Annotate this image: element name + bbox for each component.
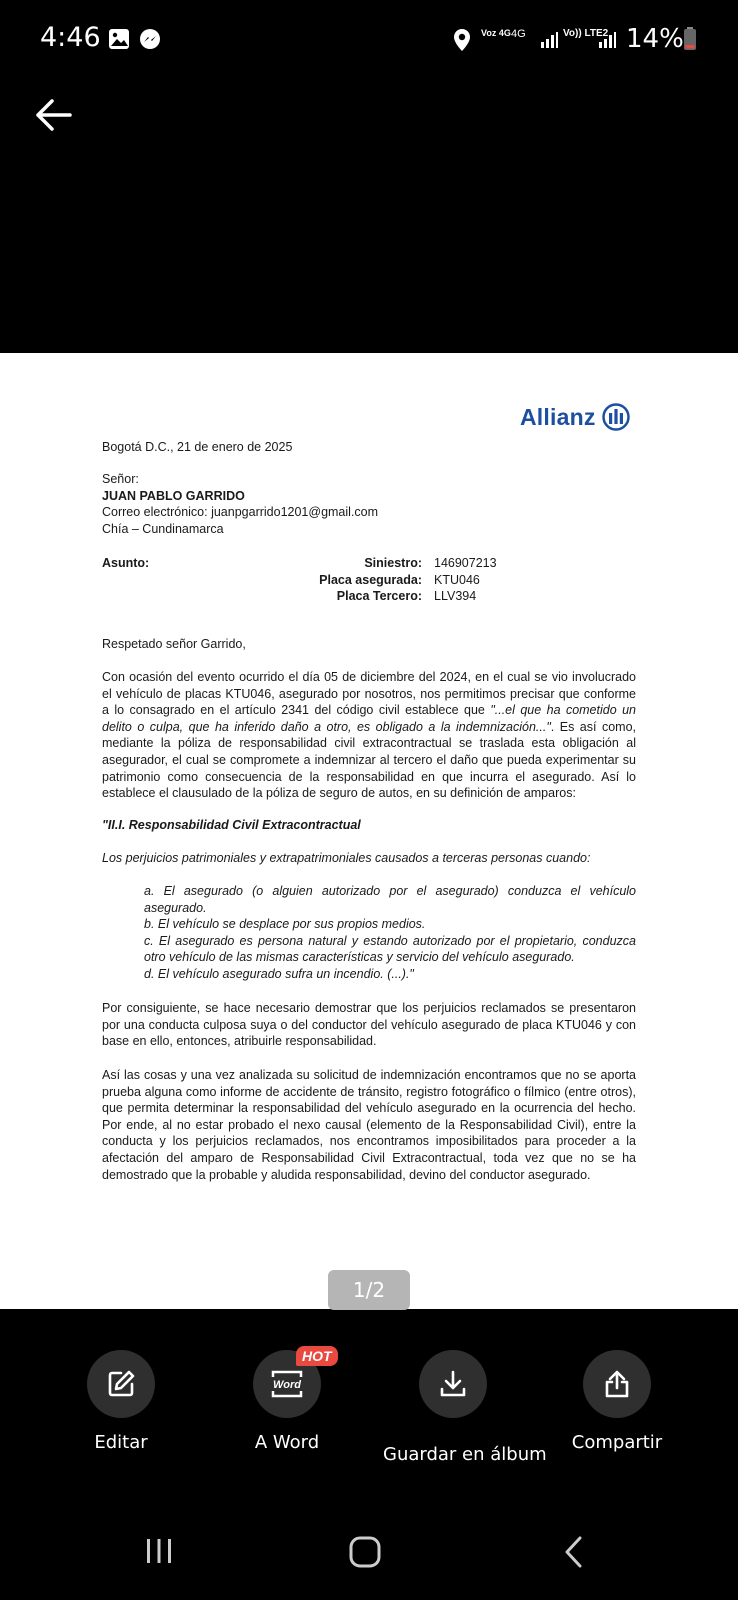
save-circle: [419, 1350, 487, 1418]
paragraph-2: Por consiguiente, se hace necesario demostrar que los perjuicios reclamados se presentaron por una conducta culposa suya o del conductor del vehículo asegurado de placa KTU046 y con base en ello, entonces, atribuirle responsabilidad.: [102, 1001, 636, 1049]
nav-back-icon[interactable]: [560, 1535, 588, 1569]
document-page: [0, 353, 738, 1309]
back-arrow-icon[interactable]: [30, 92, 76, 138]
letter-date: Bogotá D.C., 21 de enero de 2025: [102, 440, 293, 454]
recipient-name: JUAN PABLO GARRIDO: [102, 488, 245, 503]
hot-badge: HOT: [296, 1346, 338, 1366]
signal2-icon: [598, 32, 616, 48]
edit-circle: [87, 1350, 155, 1418]
network-voz-label: Voz 4G: [481, 28, 511, 38]
reference-row: [102, 555, 502, 572]
word-label: A Word: [254, 1432, 320, 1453]
reference-value: 146907213: [434, 556, 497, 570]
signal1-icon: [540, 32, 558, 48]
status-time: 4:46: [40, 22, 101, 53]
recent-apps-icon[interactable]: [144, 1536, 174, 1566]
reference-label: Placa Tercero:: [336, 589, 422, 604]
coverage-list: [144, 883, 636, 983]
share-button[interactable]: [547, 1340, 687, 1453]
save-album-button[interactable]: [383, 1340, 547, 1465]
word-icon: [269, 1368, 305, 1400]
network-4g-label: 4G: [511, 28, 526, 40]
section-intro: Los perjuicios patrimoniales y extrapatrimoniales causados a terceras personas cuando:: [102, 851, 591, 865]
recipient-email: Correo electrónico: juanpgarrido1201@gmail.com: [102, 505, 379, 520]
subject-label: Asunto:: [102, 556, 150, 570]
reference-value: LLV394: [434, 589, 477, 604]
battery-percent: 14%: [626, 24, 684, 54]
salutation-label: Señor:: [102, 472, 139, 486]
messenger-icon: [139, 28, 161, 50]
reference-value: KTU046: [434, 572, 480, 587]
status-bar: [0, 0, 738, 80]
section-title: "II.I. Responsabilidad Civil Extracontractual: [102, 818, 361, 832]
list-item: d. El vehículo asegurado sufra un incendio. (...).": [144, 966, 414, 981]
reference-block: [102, 555, 502, 605]
paragraph-1-text-a: Con ocasión del evento ocurrido el día 05 de diciembre del 2024, en el cual se vio involucrado el vehículo de placas KTU046, asegurado por nosotros, nos permitimos precisar que conforme a lo consagrado en el artículo 2341 del código civil establece que: [102, 670, 636, 718]
list-item: a. El asegurado (o alguien autorizado por el asegurado) conduzca el vehículo asegurado.: [144, 884, 636, 915]
home-icon[interactable]: [348, 1535, 382, 1569]
reference-label: Siniestro:: [364, 556, 422, 570]
recipient-location: Chía – Cundinamarca: [102, 521, 224, 536]
edit-label: Editar: [94, 1432, 148, 1453]
paragraph-1: [102, 669, 636, 802]
gallery-icon: [108, 28, 130, 50]
reference-row: [102, 572, 502, 589]
edit-button[interactable]: [51, 1340, 191, 1453]
share-icon: [601, 1368, 633, 1400]
page-indicator: 1/2: [328, 1270, 410, 1310]
greeting: Respetado señor Garrido,: [102, 637, 246, 651]
word-icon-text: Word: [273, 1379, 301, 1391]
location-icon: [452, 28, 472, 52]
recipient-block: [102, 471, 378, 537]
download-icon: [437, 1368, 469, 1400]
allianz-logo: [520, 403, 630, 431]
network-lte-label: Vo)) LTE2: [563, 28, 609, 39]
action-bar: [0, 1340, 738, 1480]
share-circle: [583, 1350, 651, 1418]
reference-label: Placa asegurada:: [319, 572, 422, 587]
edit-icon: [105, 1368, 137, 1400]
list-item: c. El asegurado es persona natural y estando autorizado por el propietario, conduzca otro vehículo de las mismas características y servicio del vehículo asegurado.: [144, 933, 636, 965]
paragraph-3: Así las cosas y una vez analizada su solicitud de indemnización encontramos que no se aporta prueba alguna como informe de accidente de tránsito, registro fotográfico o fílmico (entre otros), que permita determinar la responsabilidad del vehículo asegurado en la ocurrencia del hecho. Por ende, al no estar probado el nexo causal (elemento de la Responsabilidad Civil), entre la conducta y los perjuicios reclamados, nos encontramos imposibilitados para proceder a la afectación del amparo de Responsabilidad Civil Extracontractual, toda vez que no se ha demostrado que la probable y aludida responsabilidad, devino del conductor asegurado.: [102, 1068, 636, 1182]
share-label: Compartir: [571, 1432, 663, 1453]
logo-text: Allianz: [520, 403, 596, 430]
paragraph-1-quote: "...el que ha cometido un delito o culpa, que ha inferido daño a otro, es obligado a la indemnización...": [102, 703, 636, 734]
reference-row: [102, 588, 502, 605]
save-label: Guardar en álbum: [383, 1444, 547, 1465]
allianz-emblem-icon: [602, 403, 630, 431]
battery-icon: [683, 27, 697, 51]
list-item: b. El vehículo se desplace por sus propios medios.: [144, 917, 426, 932]
paragraph-1-text-b: . Es así como, mediante la póliza de responsabilidad civil extracontractual se traslada esta obligación al asegurador, el cual se compromete a indemnizar al tercero el daño que pueda experimentar su patrimonio como consecuencia de la responsabilidad en que incurra el asegurado. Así lo establece el clausulado de la póliza de seguro de autos, en su definición de amparos:: [102, 719, 636, 801]
system-nav-bar: [0, 1520, 738, 1590]
